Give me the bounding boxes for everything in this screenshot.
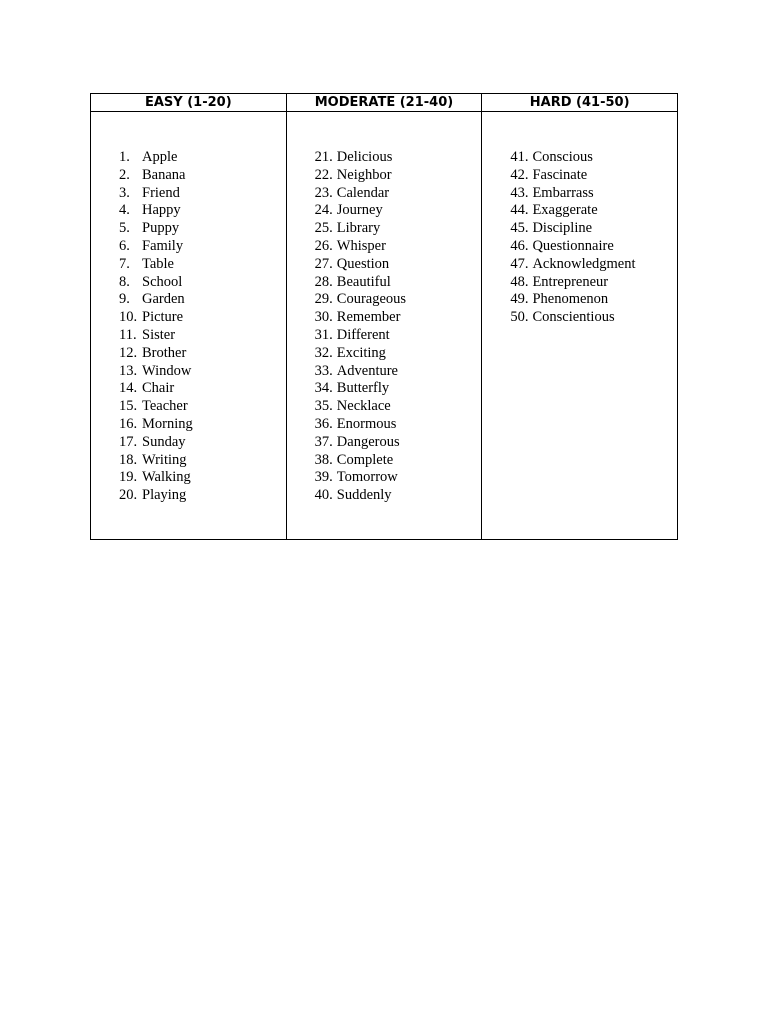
item-number: 14. bbox=[119, 380, 138, 397]
word-list-item bbox=[119, 380, 286, 398]
word-list-item bbox=[510, 185, 677, 203]
word-list-item bbox=[119, 149, 286, 167]
column-cell-easy bbox=[91, 112, 287, 540]
word-list-item bbox=[119, 469, 286, 487]
item-word: Whisper bbox=[336, 237, 386, 254]
item-word: Picture bbox=[142, 309, 184, 326]
word-list-item bbox=[119, 274, 286, 292]
item-word: School bbox=[142, 273, 183, 290]
item-word: Journey bbox=[336, 202, 383, 219]
word-list-item bbox=[119, 434, 286, 452]
item-word: Walking bbox=[142, 469, 191, 486]
item-word: Sunday bbox=[142, 433, 186, 450]
word-list-item bbox=[510, 291, 677, 309]
word-list-item bbox=[315, 398, 482, 416]
item-word: Garden bbox=[142, 291, 185, 308]
item-number: 7. bbox=[119, 255, 130, 272]
item-number: 9. bbox=[119, 291, 130, 308]
hard-word-list bbox=[510, 149, 677, 327]
item-word: Adventure bbox=[336, 362, 398, 379]
item-word: Family bbox=[142, 237, 184, 254]
moderate-word-list bbox=[315, 149, 482, 505]
column-header-easy: EASY (1-20) bbox=[91, 94, 287, 112]
word-list-item bbox=[315, 149, 482, 167]
item-word: Butterfly bbox=[336, 380, 390, 397]
word-list-item bbox=[315, 487, 482, 505]
item-word: Playing bbox=[142, 487, 187, 504]
word-list-item bbox=[119, 487, 286, 505]
item-number: 8. bbox=[119, 273, 130, 290]
item-number: 10. bbox=[119, 309, 138, 326]
item-number: 38. bbox=[314, 451, 333, 468]
word-list-item bbox=[315, 256, 482, 274]
item-number: 29. bbox=[314, 291, 333, 308]
item-word: Entrepreneur bbox=[532, 273, 609, 290]
item-word: Remember bbox=[336, 309, 401, 326]
word-list-item bbox=[315, 363, 482, 381]
item-word: Necklace bbox=[336, 398, 391, 415]
item-number: 2. bbox=[119, 166, 130, 183]
word-list-item bbox=[510, 202, 677, 220]
item-number: 40. bbox=[314, 487, 333, 504]
word-list-item bbox=[119, 167, 286, 185]
item-number: 37. bbox=[314, 433, 333, 450]
item-word: Conscious bbox=[532, 149, 593, 165]
word-list-item bbox=[315, 202, 482, 220]
item-number: 23. bbox=[314, 184, 333, 201]
column-cell-hard bbox=[482, 112, 678, 540]
word-list-item bbox=[119, 256, 286, 274]
item-word: Acknowledgment bbox=[532, 255, 636, 272]
word-list-item bbox=[119, 327, 286, 345]
item-word: Apple bbox=[142, 149, 178, 165]
item-word: Writing bbox=[142, 451, 187, 468]
item-number: 12. bbox=[119, 344, 138, 361]
item-number: 3. bbox=[119, 184, 130, 201]
item-number: 22. bbox=[314, 166, 333, 183]
item-word: Different bbox=[336, 326, 390, 343]
word-list-item bbox=[315, 185, 482, 203]
item-number: 32. bbox=[314, 344, 333, 361]
word-list-item bbox=[510, 220, 677, 238]
word-list-item bbox=[119, 398, 286, 416]
item-word: Exaggerate bbox=[532, 202, 598, 219]
word-list-item bbox=[315, 309, 482, 327]
item-number: 21. bbox=[314, 149, 333, 165]
word-list-item bbox=[315, 452, 482, 470]
item-number: 1. bbox=[119, 149, 130, 165]
item-number: 4. bbox=[119, 202, 130, 219]
item-word: Happy bbox=[142, 202, 181, 219]
word-list-item bbox=[315, 167, 482, 185]
item-word: Chair bbox=[142, 380, 175, 397]
column-header-moderate: MODERATE (21-40) bbox=[286, 94, 482, 112]
item-number: 36. bbox=[314, 415, 333, 432]
word-list-item bbox=[315, 469, 482, 487]
item-word: Sister bbox=[142, 326, 176, 343]
word-list-item bbox=[119, 452, 286, 470]
item-number: 33. bbox=[314, 362, 333, 379]
item-word: Suddenly bbox=[336, 487, 392, 504]
item-number: 47. bbox=[510, 255, 529, 272]
item-number: 27. bbox=[314, 255, 333, 272]
item-word: Neighbor bbox=[336, 166, 392, 183]
item-word: Exciting bbox=[336, 344, 386, 361]
word-list-item bbox=[315, 327, 482, 345]
word-list-item bbox=[315, 238, 482, 256]
item-number: 49. bbox=[510, 291, 529, 308]
item-number: 25. bbox=[314, 220, 333, 237]
item-word: Embarrass bbox=[532, 184, 594, 201]
item-word: Calendar bbox=[336, 184, 390, 201]
word-list-item bbox=[510, 256, 677, 274]
item-word: Complete bbox=[336, 451, 394, 468]
item-word: Question bbox=[336, 255, 390, 272]
item-number: 39. bbox=[314, 469, 333, 486]
word-list-item bbox=[119, 416, 286, 434]
item-word: Window bbox=[142, 362, 192, 379]
word-list-item bbox=[510, 274, 677, 292]
item-number: 26. bbox=[314, 237, 333, 254]
item-word: Enormous bbox=[336, 415, 397, 432]
item-number: 42. bbox=[510, 166, 529, 183]
item-number: 24. bbox=[314, 202, 333, 219]
item-number: 28. bbox=[314, 273, 333, 290]
column-cell-moderate bbox=[286, 112, 482, 540]
item-word: Courageous bbox=[336, 291, 407, 308]
item-word: Delicious bbox=[336, 149, 393, 165]
item-word: Dangerous bbox=[336, 433, 400, 450]
easy-word-list bbox=[119, 149, 286, 505]
item-word: Beautiful bbox=[336, 273, 391, 290]
item-number: 19. bbox=[119, 469, 138, 486]
word-list-item bbox=[510, 309, 677, 327]
item-number: 41. bbox=[510, 149, 529, 165]
item-word: Friend bbox=[142, 184, 180, 201]
item-word: Teacher bbox=[142, 398, 188, 415]
item-word: Discipline bbox=[532, 220, 593, 237]
word-list-item bbox=[119, 220, 286, 238]
item-number: 5. bbox=[119, 220, 130, 237]
item-word: Library bbox=[336, 220, 381, 237]
item-word: Fascinate bbox=[532, 166, 588, 183]
item-number: 30. bbox=[314, 309, 333, 326]
item-word: Tomorrow bbox=[336, 469, 398, 486]
item-number: 50. bbox=[510, 309, 529, 326]
item-number: 46. bbox=[510, 237, 529, 254]
word-list-item bbox=[315, 274, 482, 292]
item-word: Morning bbox=[142, 415, 193, 432]
item-number: 45. bbox=[510, 220, 529, 237]
item-number: 16. bbox=[119, 415, 138, 432]
word-list-item bbox=[119, 238, 286, 256]
item-number: 48. bbox=[510, 273, 529, 290]
word-list-item bbox=[119, 345, 286, 363]
word-list-item bbox=[315, 380, 482, 398]
item-word: Table bbox=[142, 255, 174, 272]
item-number: 17. bbox=[119, 433, 138, 450]
item-number: 11. bbox=[119, 326, 137, 343]
item-word: Brother bbox=[142, 344, 187, 361]
item-word: Phenomenon bbox=[532, 291, 609, 308]
word-list-item bbox=[119, 291, 286, 309]
word-difficulty-table bbox=[90, 93, 678, 540]
item-number: 18. bbox=[119, 451, 138, 468]
item-number: 20. bbox=[119, 487, 138, 504]
word-list-row bbox=[91, 112, 678, 540]
word-list-item bbox=[510, 238, 677, 256]
item-word: Conscientious bbox=[532, 309, 615, 326]
word-list-item bbox=[315, 220, 482, 238]
item-number: 31. bbox=[314, 326, 333, 343]
item-number: 44. bbox=[510, 202, 529, 219]
item-number: 6. bbox=[119, 237, 130, 254]
word-list-item bbox=[510, 167, 677, 185]
column-header-hard: HARD (41-50) bbox=[482, 94, 678, 112]
word-list-item bbox=[315, 291, 482, 309]
word-list-item bbox=[315, 345, 482, 363]
item-word: Questionnaire bbox=[532, 237, 614, 254]
word-list-item bbox=[119, 185, 286, 203]
word-list-item bbox=[119, 202, 286, 220]
item-word: Banana bbox=[142, 166, 186, 183]
item-number: 43. bbox=[510, 184, 529, 201]
item-number: 35. bbox=[314, 398, 333, 415]
header-row bbox=[91, 94, 678, 112]
item-word: Puppy bbox=[142, 220, 180, 237]
word-list-item bbox=[315, 416, 482, 434]
item-number: 34. bbox=[314, 380, 333, 397]
word-list-item bbox=[315, 434, 482, 452]
item-number: 15. bbox=[119, 398, 138, 415]
word-list-item bbox=[510, 149, 677, 167]
word-list-item bbox=[119, 363, 286, 381]
item-number: 13. bbox=[119, 362, 138, 379]
word-list-item bbox=[119, 309, 286, 327]
